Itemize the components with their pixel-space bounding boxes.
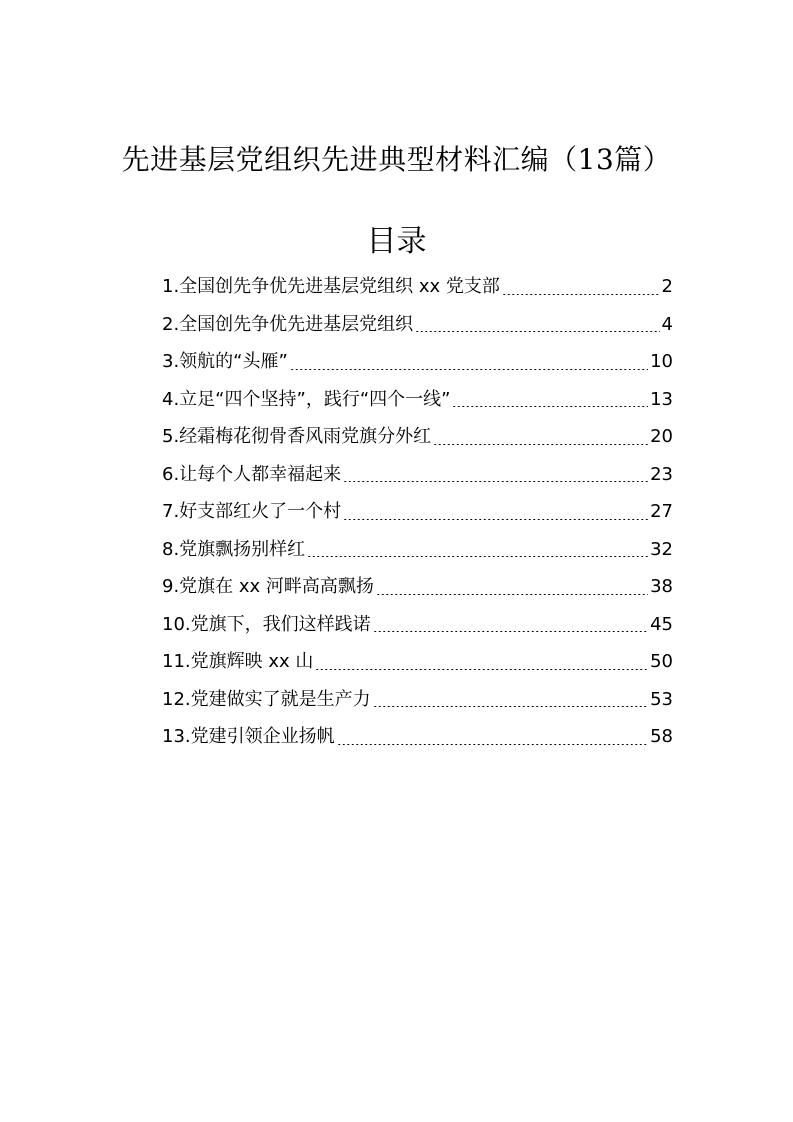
toc-entry-label: 5.经霜梅花彻骨香风雨党旗分外红 xyxy=(162,426,432,447)
toc-entry-label: 7.好支部红火了一个村 xyxy=(162,501,342,522)
toc-entry-page: 45 xyxy=(650,613,673,635)
toc-entry-label: 8.党旗飘扬别样红 xyxy=(162,538,306,560)
toc-entry-5[interactable] xyxy=(162,418,673,456)
toc-entry-page: 2 xyxy=(661,276,673,297)
toc-entry-7[interactable] xyxy=(162,493,673,531)
toc-dot-leader xyxy=(373,631,648,632)
table-of-contents xyxy=(162,268,673,756)
toc-heading: 目录 xyxy=(366,224,427,259)
toc-dot-leader xyxy=(290,369,648,370)
toc-dot-leader xyxy=(502,294,660,295)
toc-dot-leader xyxy=(337,744,648,745)
toc-entry-label: 3.领航的“头雁” xyxy=(162,351,288,372)
toc-entry-1[interactable] xyxy=(162,268,673,306)
toc-entry-label: 6.让每个人都幸福起来 xyxy=(162,463,342,485)
toc-entry-page: 50 xyxy=(650,651,673,672)
toc-entry-6[interactable] xyxy=(162,456,673,494)
toc-dot-leader xyxy=(343,481,648,482)
toc-entry-label: 4.立足“四个坚持”，践行“四个一线” xyxy=(162,388,451,410)
toc-dot-leader xyxy=(373,706,648,707)
toc-dot-leader xyxy=(376,594,648,595)
toc-entry-label: 11.党旗辉映 xx 山 xyxy=(162,651,314,672)
toc-entry-page: 53 xyxy=(650,688,673,710)
toc-dot-leader xyxy=(452,406,648,407)
toc-dot-leader xyxy=(315,669,648,670)
toc-entry-label: 2.全国创先争优先进基层党组织 xyxy=(162,313,414,335)
toc-entry-page: 23 xyxy=(650,463,673,485)
toc-dot-leader xyxy=(433,444,648,445)
toc-entry-page: 38 xyxy=(650,576,673,597)
toc-entry-label: 1.全国创先争优先进基层党组织 xx 党支部 xyxy=(162,276,500,297)
toc-entry-10[interactable] xyxy=(162,606,673,644)
toc-entry-4[interactable] xyxy=(162,381,673,419)
toc-entry-label: 9.党旗在 xx 河畔高高飘扬 xyxy=(162,576,374,597)
toc-entry-8[interactable] xyxy=(162,531,673,569)
toc-dot-leader xyxy=(343,519,648,520)
toc-entry-page: 58 xyxy=(650,726,673,747)
toc-entry-2[interactable] xyxy=(162,306,673,344)
toc-entry-3[interactable] xyxy=(162,343,673,381)
toc-dot-leader xyxy=(415,331,659,332)
document-title: 先进基层党组织先进典型材料汇编（13篇） xyxy=(121,143,672,176)
toc-entry-page: 13 xyxy=(650,388,673,410)
toc-entry-13[interactable] xyxy=(162,718,673,756)
toc-entry-page: 27 xyxy=(650,501,673,522)
toc-entry-label: 13.党建引领企业扬帆 xyxy=(162,726,335,747)
toc-entry-label: 10.党旗下，我们这样践诺 xyxy=(162,613,371,635)
toc-dot-leader xyxy=(307,556,648,557)
toc-entry-page: 20 xyxy=(650,426,673,447)
toc-entry-page: 10 xyxy=(650,351,673,372)
toc-entry-12[interactable] xyxy=(162,681,673,719)
toc-entry-page: 4 xyxy=(661,313,673,335)
toc-entry-page: 32 xyxy=(650,538,673,560)
toc-entry-11[interactable] xyxy=(162,643,673,681)
toc-entry-9[interactable] xyxy=(162,568,673,606)
toc-entry-label: 12.党建做实了就是生产力 xyxy=(162,688,371,710)
